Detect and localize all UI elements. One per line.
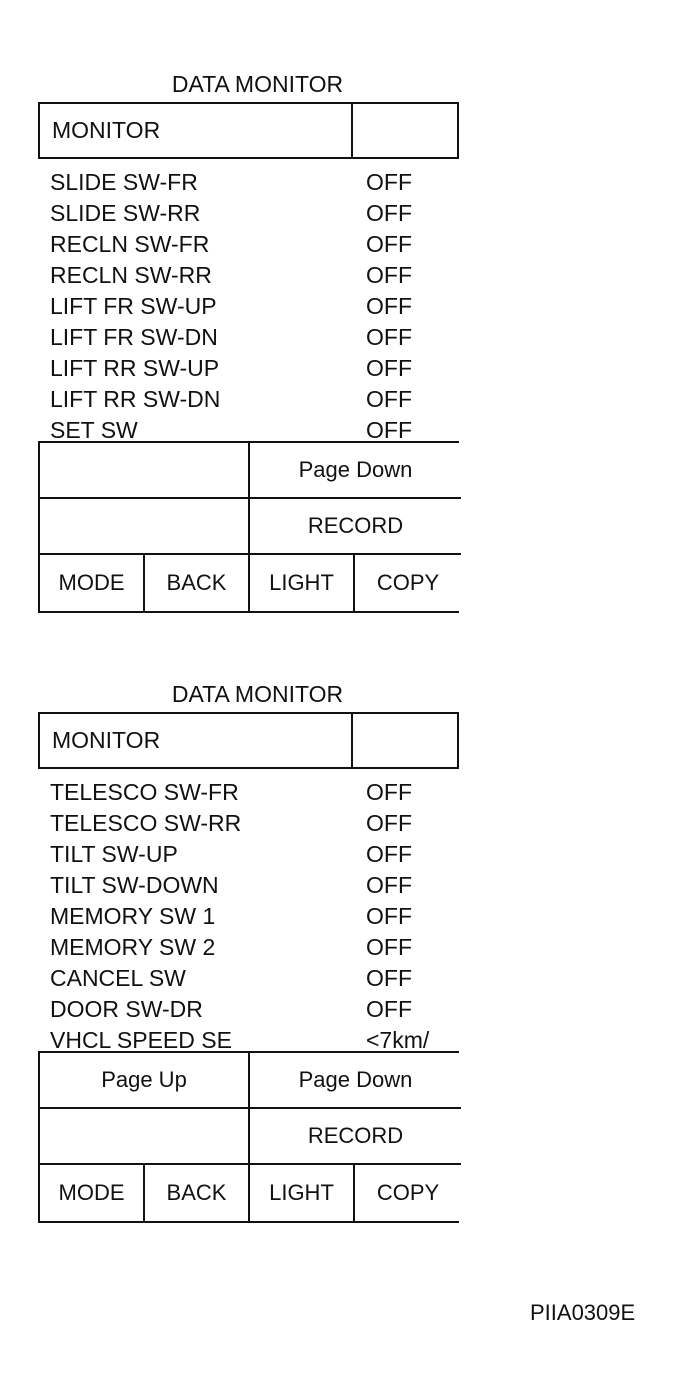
monitor-item-value: OFF bbox=[366, 386, 412, 412]
page-up-button-empty bbox=[40, 443, 250, 499]
monitor-row bbox=[38, 932, 459, 963]
monitor-item-value: OFF bbox=[366, 996, 412, 1022]
monitor-row bbox=[38, 353, 459, 384]
copy-button[interactable]: COPY bbox=[355, 555, 461, 611]
monitor-row bbox=[38, 777, 459, 808]
monitor-item-label: VHCL SPEED SE bbox=[50, 1027, 232, 1053]
screen-title: DATA MONITOR bbox=[171, 681, 344, 707]
page-down-button[interactable]: Page Down bbox=[250, 443, 461, 499]
light-button[interactable]: LIGHT bbox=[250, 1165, 355, 1221]
monitor-row bbox=[38, 384, 459, 415]
monitor-item-value: OFF bbox=[366, 965, 412, 991]
monitor-item-value: OFF bbox=[366, 169, 412, 195]
screen-title: DATA MONITOR bbox=[171, 71, 344, 97]
monitor-item-label: RECLN SW-FR bbox=[50, 231, 210, 257]
monitor-header bbox=[38, 102, 459, 159]
back-button[interactable]: BACK bbox=[145, 1165, 250, 1221]
monitor-item-value: <7km/ bbox=[366, 1027, 430, 1053]
monitor-item-label: CANCEL SW bbox=[50, 965, 186, 991]
page-up-button[interactable]: Page Up bbox=[40, 1053, 250, 1109]
monitor-row bbox=[38, 1025, 459, 1056]
monitor-item-value: OFF bbox=[366, 841, 412, 867]
monitor-row bbox=[38, 229, 459, 260]
monitor-header-blank bbox=[353, 104, 457, 157]
light-button[interactable]: LIGHT bbox=[250, 555, 355, 611]
monitor-item-value: OFF bbox=[366, 231, 412, 257]
monitor-item-value: OFF bbox=[366, 262, 412, 288]
monitor-row bbox=[38, 994, 459, 1025]
monitor-item-value: OFF bbox=[366, 200, 412, 226]
monitor-item-label: LIFT FR SW-UP bbox=[50, 293, 217, 319]
monitor-row bbox=[38, 963, 459, 994]
monitor-item-value: OFF bbox=[366, 779, 412, 805]
monitor-item-label: LIFT FR SW-DN bbox=[50, 324, 218, 350]
monitor-row bbox=[38, 198, 459, 229]
monitor-row bbox=[38, 322, 459, 353]
monitor-row bbox=[38, 415, 459, 446]
monitor-item-label: SLIDE SW-FR bbox=[50, 169, 198, 195]
blank-button-slot bbox=[40, 499, 250, 555]
monitor-row bbox=[38, 808, 459, 839]
monitor-row bbox=[38, 870, 459, 901]
mode-button[interactable]: MODE bbox=[40, 555, 145, 611]
monitor-item-value: OFF bbox=[366, 810, 412, 836]
data-monitor-screen-2 bbox=[38, 680, 459, 1223]
monitor-row bbox=[38, 839, 459, 870]
record-button[interactable]: RECORD bbox=[250, 499, 461, 555]
monitor-item-value: OFF bbox=[366, 903, 412, 929]
monitor-item-list bbox=[38, 159, 459, 441]
data-monitor-screen-1 bbox=[38, 70, 459, 613]
monitor-item-label: LIFT RR SW-DN bbox=[50, 386, 221, 412]
page-down-button[interactable]: Page Down bbox=[250, 1053, 461, 1109]
copy-button[interactable]: COPY bbox=[355, 1165, 461, 1221]
monitor-header bbox=[38, 712, 459, 769]
monitor-item-label: SLIDE SW-RR bbox=[50, 200, 201, 226]
mode-button[interactable]: MODE bbox=[40, 1165, 145, 1221]
monitor-item-list bbox=[38, 769, 459, 1051]
monitor-item-value: OFF bbox=[366, 324, 412, 350]
figure-id: PIIA0309E bbox=[530, 1300, 636, 1325]
monitor-item-label: TILT SW-UP bbox=[50, 841, 178, 867]
button-panel bbox=[38, 1051, 459, 1223]
monitor-row bbox=[38, 291, 459, 322]
monitor-item-label: MEMORY SW 1 bbox=[50, 903, 216, 929]
monitor-item-value: OFF bbox=[366, 872, 412, 898]
monitor-row bbox=[38, 167, 459, 198]
monitor-item-label: MEMORY SW 2 bbox=[50, 934, 216, 960]
button-panel bbox=[38, 441, 459, 613]
monitor-item-value: OFF bbox=[366, 293, 412, 319]
monitor-header-blank bbox=[353, 714, 457, 767]
monitor-header-label: MONITOR bbox=[40, 104, 353, 157]
monitor-item-value: OFF bbox=[366, 355, 412, 381]
monitor-row bbox=[38, 260, 459, 291]
back-button[interactable]: BACK bbox=[145, 555, 250, 611]
record-button[interactable]: RECORD bbox=[250, 1109, 461, 1165]
monitor-item-label: SET SW bbox=[50, 417, 138, 443]
monitor-item-label: DOOR SW-DR bbox=[50, 996, 203, 1022]
monitor-row bbox=[38, 901, 459, 932]
monitor-item-label: TELESCO SW-FR bbox=[50, 779, 239, 805]
monitor-item-value: OFF bbox=[366, 934, 412, 960]
monitor-header-label: MONITOR bbox=[40, 714, 353, 767]
monitor-item-value: OFF bbox=[366, 417, 412, 443]
monitor-item-label: RECLN SW-RR bbox=[50, 262, 212, 288]
monitor-item-label: TELESCO SW-RR bbox=[50, 810, 242, 836]
blank-button-slot bbox=[40, 1109, 250, 1165]
monitor-item-label: TILT SW-DOWN bbox=[50, 872, 219, 898]
monitor-item-label: LIFT RR SW-UP bbox=[50, 355, 220, 381]
